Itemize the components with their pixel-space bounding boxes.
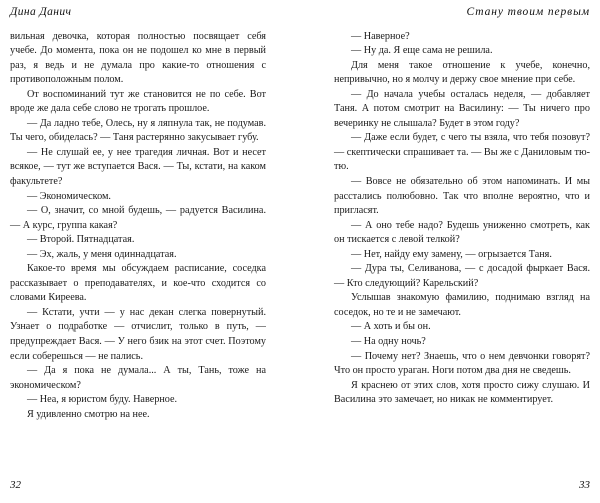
paragraph: — Нет, найду ему замену, — огрызается Таня.	[351, 248, 552, 260]
running-head-title: Стану твоим первым	[466, 6, 590, 18]
paragraph: Я краснею от этих слов, хотя просто сижу слушаю. И Василина это замечает, но никак не комментирует.	[334, 379, 590, 406]
page-number-left: 32	[10, 479, 21, 491]
paragraph: От воспоминаний тут же становится не по себе. Вот вроде же дала себе слово не трогать прошлое.	[10, 88, 266, 115]
paragraph: Какое-то время мы обсуждаем расписание, соседка рассказывает о преподавателях, и кое-что сходится со словами Киреева.	[10, 263, 266, 304]
paragraph: — А оно тебе надо? Будешь униженно смотреть, как он тискается с левой телкой?	[334, 219, 590, 246]
paragraph: — Даже если будет, с чего ты взяла, что тебя позовут? — скептически спрашивает та. — Вы же с Даниловым тю-тю.	[334, 132, 590, 173]
paragraph: — Наверное?	[351, 30, 410, 42]
paragraph: — А хоть и бы он.	[351, 321, 431, 333]
paragraph: — До начала учебы осталась неделя, — добавляет Таня. А потом смотрит на Василину: — Ты ничего про вечеринку не слышала? Будет в этом году?	[334, 88, 590, 129]
paragraph: — Вовсе не обязательно об этом напоминать. И мы расстались полюбовно. Так что вполне вероятно, что и пригласят.	[334, 175, 590, 217]
paragraph: Для меня такое отношение к учебе, конечно, непривычно, но я молчу и держу свое мнение при себе.	[334, 59, 590, 86]
paragraph: — На одну ночь?	[351, 335, 426, 347]
paragraph: — Ну да. Я еще сама не решила.	[351, 45, 493, 57]
paragraph: Я удивленно смотрю на нее.	[27, 408, 150, 420]
paragraph: Услышав знакомую фамилию, поднимаю взгляд на соседок, но те и не замечают.	[334, 292, 590, 318]
body-text-right	[334, 30, 590, 408]
page-number-right: 33	[579, 479, 590, 491]
paragraph: — Неа, я юристом буду. Наверное.	[27, 394, 178, 406]
paragraph: — О, значит, со мной будешь, — радуется Василина. — А курс, группа какая?	[10, 205, 266, 231]
page-right	[300, 0, 600, 503]
paragraph: — Кстати, учти — у нас декан слегка повернутый. Узнает о подработке — отчислит, только в путь, — предупреждает Вася. — У него бзик на этот счет. Поэтому если соберешься — не пались.	[10, 306, 266, 362]
paragraph: вильная девочка, которая полностью посвящает себя учебе. До момента, пока он не подошел ко мне в первый раз, я ведь и не думала про какие-то отношения с противоположным полом.	[10, 30, 266, 86]
paragraph: — Не слушай ее, у нее трагедия личная. Вот и несет всякое, — тут же вступается Вася. — Ты, кстати, на каком факультете?	[10, 146, 266, 187]
paragraph: — Дура ты, Селиванова, — с досадой фыркает Вася. — Кто следующий? Карельский?	[334, 263, 590, 289]
paragraph: — Да ладно тебе, Олесь, ну я ляпнула так, не подумав. Ты чего, обиделась? — Таня растерянно закусывает губу.	[10, 117, 266, 144]
paragraph: — Экономическом.	[27, 190, 111, 202]
body-text-left	[10, 30, 266, 423]
paragraph: — Почему нет? Знаешь, что о нем девчонки говорят? Что он просто ураган. Ноги потом два дня не сведешь.	[334, 350, 590, 377]
paragraph: — Да я пока не думала... А ты, Тань, тоже на экономическом?	[10, 365, 266, 391]
paragraph: — Эх, жаль, у меня одиннадцатая.	[27, 248, 177, 260]
paragraph: — Второй. Пятнадцатая.	[27, 234, 135, 246]
running-head-author: Дина Данич	[10, 6, 72, 18]
